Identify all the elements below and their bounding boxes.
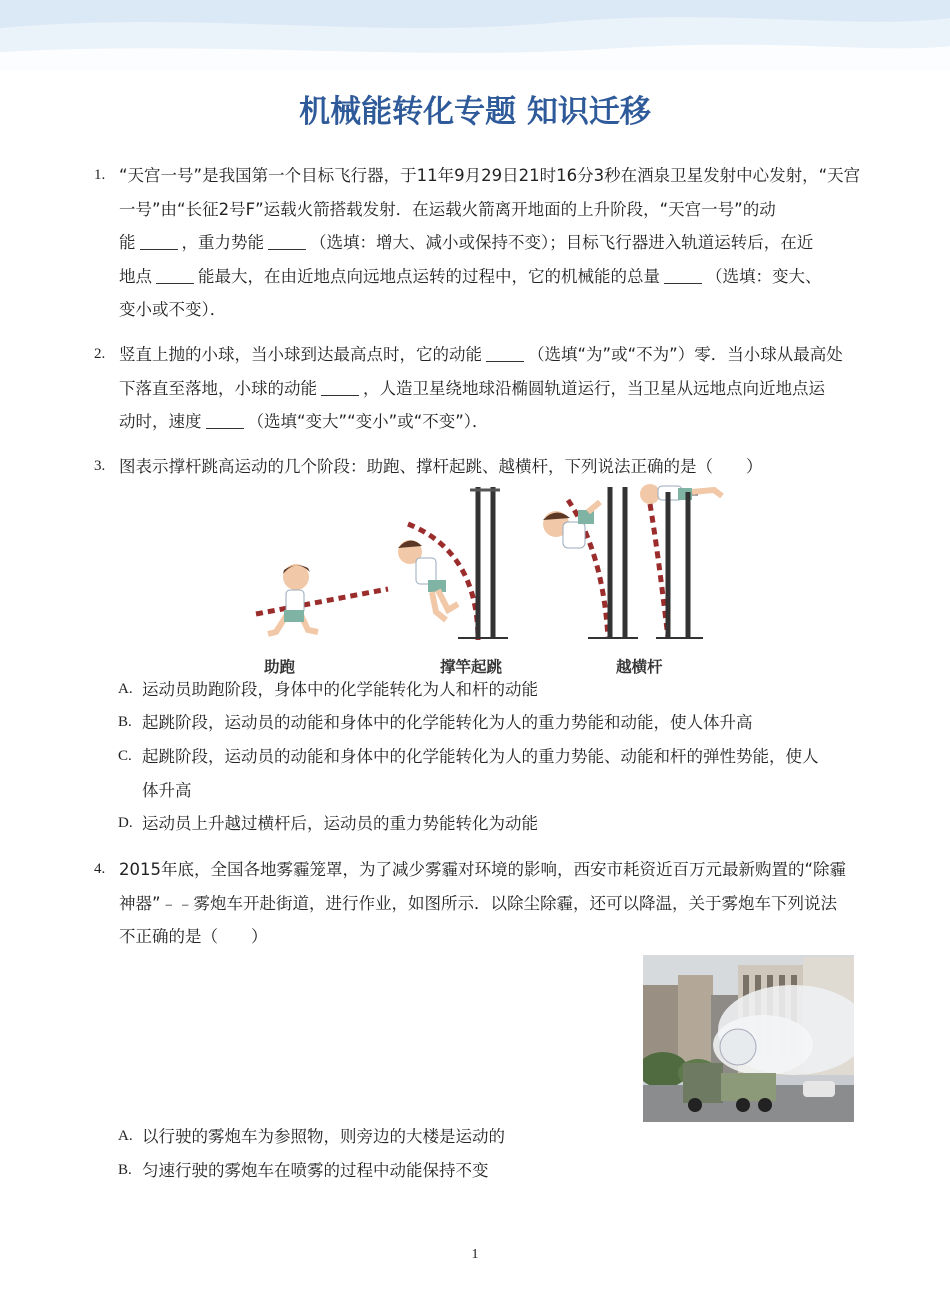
page-title: 机械能转化专题 知识迁移	[299, 94, 651, 130]
answer-blank[interactable]	[664, 263, 702, 284]
question-line: 竖直上抛的小球，当小球到达最高点时，它的动能 （选填“为”或“不为”）零．当小球从最高处	[119, 338, 862, 372]
figure-label-takeoff: 撑竿起跳	[440, 658, 503, 676]
question-2	[94, 338, 862, 439]
vaulter-over-bar-figure	[640, 484, 722, 638]
option-c[interactable]: C. 起跳阶段，运动员的动能和身体中的化学能转化为人的重力势能、动能和杆的弹性势能，使人 体升高	[118, 747, 819, 800]
option-a[interactable]: A. 运动员助跑阶段，身体中的化学能转化为人和杆的动能	[118, 680, 538, 699]
question-line: 下落直至落地，小球的动能 ，人造卫星绕地球沿椭圆轨道运行，当卫星从远地点向近地点运	[119, 372, 862, 406]
vaulter-clearing-figure	[543, 500, 608, 638]
page-number: 1	[471, 1247, 479, 1262]
question-4	[94, 853, 862, 954]
answer-blank[interactable]	[268, 229, 306, 250]
pole-vault-figure	[238, 482, 738, 647]
question-line: 神器”﹣﹣雾炮车开赴街道，进行作业，如图所示．以除尘除霾，还可以降温，关于雾炮车下列说法	[119, 893, 838, 913]
answer-blank[interactable]	[140, 229, 178, 250]
answer-blank[interactable]	[486, 341, 524, 362]
question-number: 2.	[94, 346, 106, 362]
fog-cannon-truck-photo	[643, 955, 854, 1122]
question-line: 2015年底，全国各地雾霾笼罩，为了减少雾霾对环境的影响，西安市耗资近百万元最新购置的“除霾	[119, 860, 847, 879]
question-line: 一号”由“长征2号F”运载火箭搭载发射．在运载火箭离开地面的上升阶段，“天宫一号”的动	[119, 199, 776, 219]
answer-blank[interactable]	[206, 408, 244, 429]
question-number: 4.	[94, 861, 106, 877]
question-line: 动时，速度 （选填“变大”“变小”或“不变”）．	[119, 405, 862, 439]
question-number: 1.	[94, 167, 106, 183]
question-line: 能 ，重力势能 （选填：增大、减小或保持不变）；目标飞行器进入轨道运转后，在近	[119, 226, 862, 260]
question-number: 3.	[94, 458, 106, 474]
question-line: 不正确的是（ ）	[119, 927, 268, 946]
option-a[interactable]: A. 以行驶的雾炮车为参照物，则旁边的大楼是运动的	[118, 1127, 505, 1146]
answer-blank[interactable]	[156, 263, 194, 284]
question-line: 图表示撑杆跳高运动的几个阶段：助跑、撑杆起跳、越横杆，下列说法正确的是（ ）	[119, 457, 763, 476]
option-b[interactable]: B. 匀速行驶的雾炮车在喷雾的过程中动能保持不变	[118, 1161, 489, 1180]
option-b[interactable]: B. 起跳阶段，运动员的动能和身体中的化学能转化为人的重力势能和动能，使人体升高	[118, 713, 753, 732]
vaulter-takeoff-figure	[398, 524, 478, 640]
question-line: “天宫一号”是我国第一个目标飞行器，于11年9月29日21时16分3秒在酒泉卫星发射中心发射，“天宫	[119, 166, 861, 185]
figure-label-clear-bar: 越横杆	[616, 658, 663, 676]
figure-label-run: 助跑	[264, 658, 296, 676]
question-line: 地点 能最大，在由近地点向远地点运转的过程中，它的机械能的总量 （选填：变大、	[119, 260, 862, 294]
question-3	[94, 450, 862, 484]
header-wave-band	[0, 0, 950, 70]
option-d[interactable]: D. 运动员上升越过横杆后，运动员的重力势能转化为动能	[118, 814, 538, 833]
question-line: 变小或不变）．	[119, 300, 227, 319]
question-1	[94, 159, 862, 327]
answer-blank[interactable]	[321, 375, 359, 396]
runner-figure	[256, 564, 388, 634]
